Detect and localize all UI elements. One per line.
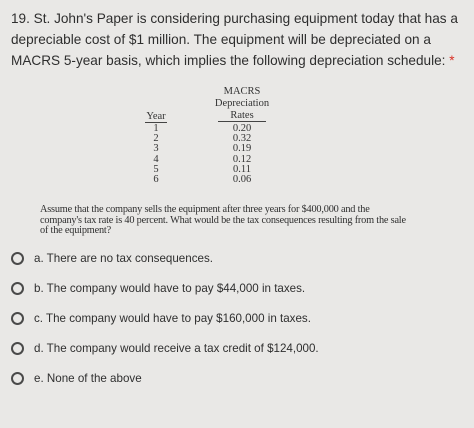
option-d[interactable] (11, 338, 319, 358)
macrs-header-line2: Depreciation (214, 97, 270, 109)
radio-circle-icon[interactable] (11, 342, 24, 355)
option-b[interactable] (11, 278, 305, 298)
macrs-header-line1: MACRS (223, 86, 261, 97)
rate-cell: 0.32 (232, 133, 252, 145)
year-header: Year (146, 111, 166, 122)
depreciation-schedule-image (0, 0, 474, 200)
radio-circle-icon[interactable] (11, 312, 24, 325)
rates-header: Rates (218, 110, 266, 122)
question-body: 19. St. John's Paper is considering purchasing equipment today that has a depreciable cost of $1 million. The equipment will be depreciated on a MACRS 5-year basis, which implies the following depreciation schedule: (11, 11, 458, 68)
radio-circle-icon[interactable] (11, 372, 24, 385)
option-label: b. The company would have to pay $44,000 in taxes. (34, 281, 306, 295)
option-label: a. There are no tax consequences. (34, 251, 213, 265)
radio-circle-icon[interactable] (11, 282, 24, 295)
option-a[interactable] (11, 248, 213, 268)
option-e[interactable] (11, 368, 142, 388)
year-cell: 4 (153, 153, 159, 165)
rate-cell: 0.11 (233, 163, 251, 175)
macrs-header (210, 86, 274, 109)
rate-cell: 0.19 (232, 143, 252, 155)
assumption-text: Assume that the company sells the equipment after three years for $400,000 and the company's tax rate is 40 percent. What would be the tax consequences resulting from the sale of the equipment? (40, 204, 406, 236)
year-cell: 2 (153, 133, 159, 145)
rate-cell: 0.12 (232, 153, 252, 165)
year-column (145, 124, 167, 185)
option-label: d. The company would receive a tax credit of $124,000. (34, 341, 319, 355)
year-cell: 6 (153, 173, 159, 185)
radio-circle-icon[interactable] (11, 252, 24, 265)
option-label: c. The company would have to pay $160,000 in taxes. (34, 311, 311, 325)
required-marker: * (449, 53, 455, 68)
rate-cell: 0.20 (232, 123, 252, 134)
option-label: e. None of the above (34, 371, 142, 385)
year-cell: 3 (153, 143, 159, 155)
year-cell: 5 (153, 163, 159, 175)
year-cell: 1 (153, 123, 159, 134)
rate-column (218, 124, 266, 185)
option-c[interactable] (11, 308, 311, 328)
rate-cell: 0.06 (232, 173, 252, 185)
